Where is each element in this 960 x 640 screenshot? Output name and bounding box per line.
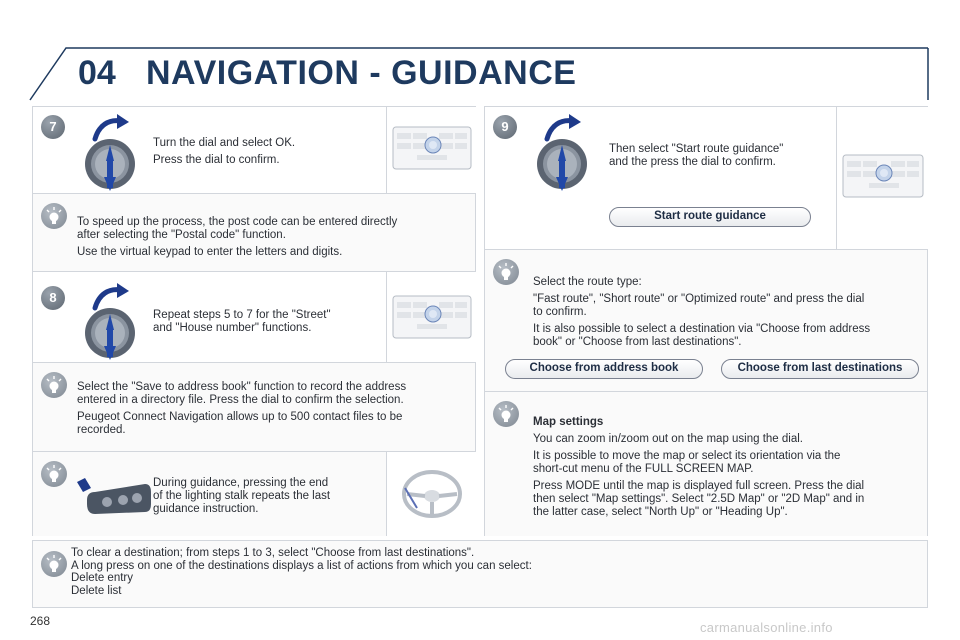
lightbulb-icon xyxy=(41,203,67,229)
console-thumbnail xyxy=(386,107,476,193)
tip-map-settings-text xyxy=(533,416,925,523)
tip-map-settings-line-3: Press MODE until the map is displayed full screen. Press the dial then select "Map settings". Select "2.5D Map" or "2D Map" and in the latter case, select "North Up" or "Heading Up". xyxy=(533,480,865,518)
choose-from-last-destinations-button[interactable]: Choose from last destinations xyxy=(721,359,919,379)
lightbulb-icon xyxy=(41,461,67,487)
bottom-panel xyxy=(32,540,928,608)
tip-map-settings-row xyxy=(485,392,927,536)
chapter-number: 04 xyxy=(78,54,116,92)
tip-map-settings-line-1: You can zoom in/zoom out on the map using the dial. xyxy=(533,433,803,445)
choose-from-address-book-button[interactable]: Choose from address book xyxy=(505,359,703,379)
tip-address-book-row xyxy=(33,363,475,452)
console-thumbnail xyxy=(386,272,476,362)
step-badge: 8 xyxy=(41,286,65,310)
step-7-line-2: Press the dial to confirm. xyxy=(153,154,280,166)
lightbulb-icon xyxy=(41,372,67,398)
tip-map-settings-line-2: It is possible to move the map or select its orientation via the short-cut menu of the FULL SCREEN MAP. xyxy=(533,450,841,475)
step-7-row xyxy=(33,107,475,194)
tip-address-book-line-1: Select the "Save to address book" function to record the address entered in a directory file. Press the dial to confirm the selection. xyxy=(77,381,407,406)
map-settings-heading: Map settings xyxy=(533,416,604,428)
step-8-line-1: Repeat steps 5 to 7 for the "Street" and "House number" functions. xyxy=(153,309,331,334)
bottom-line-4: Delete list xyxy=(71,584,122,597)
tip-address-book-line-2: Peugeot Connect Navigation allows up to 500 contact files to be recorded. xyxy=(77,411,403,436)
dial-knob-icon xyxy=(83,137,137,191)
tip-route-type-line-2: "Fast route", "Short route" or "Optimized route" and press the dial to confirm. xyxy=(533,293,865,318)
tip-postcode-line-1: To speed up the process, the post code can be entered directly after selecting the "Postal code" function. xyxy=(77,216,398,241)
bottom-line-1: To clear a destination; from steps 1 to 3, select "Choose from last destinations". xyxy=(71,547,475,559)
step-9-row xyxy=(485,107,927,250)
step-9-line-1: Then select "Start route guidance" and the press the dial to confirm. xyxy=(609,143,784,168)
steering-wheel-thumbnail xyxy=(386,452,476,536)
step-badge: 9 xyxy=(493,115,517,139)
lightbulb-icon xyxy=(41,551,67,577)
tip-postcode-row xyxy=(33,194,475,272)
audio-console-icon xyxy=(387,107,477,193)
bottom-line-3: Delete entry xyxy=(71,572,134,584)
tip-route-type-line-3: It is also possible to select a destination via "Choose from address book" or "Choose from last destinations". xyxy=(533,323,871,348)
audio-console-icon xyxy=(387,272,477,362)
page-header xyxy=(28,44,930,102)
step-7-line-1: Turn the dial and select OK. xyxy=(153,137,296,149)
dial-knob-icon xyxy=(535,137,589,191)
watermark: carmanualsonline.info xyxy=(700,620,833,635)
tip-address-book-text xyxy=(77,381,471,441)
page-number: 268 xyxy=(30,614,51,628)
step-8-row xyxy=(33,272,475,363)
audio-console-icon xyxy=(837,107,929,249)
lightbulb-icon xyxy=(493,401,519,427)
left-panel xyxy=(32,106,476,536)
bottom-line-2: A long press on one of the destinations displays a list of actions from which you can select: xyxy=(71,559,532,572)
tip-lighting-stalk-line-1: During guidance, pressing the end of the lighting stalk repeats the last guidance instruction. xyxy=(153,477,331,515)
right-panel xyxy=(484,106,928,536)
dial-knob-icon xyxy=(83,306,137,360)
tip-route-type-line-1: Select the route type: xyxy=(533,276,642,288)
tip-postcode-text xyxy=(77,216,467,263)
page-title: NAVIGATION - GUIDANCE xyxy=(146,54,577,92)
bottom-text xyxy=(71,547,911,597)
step-8-text xyxy=(153,309,383,339)
tip-lighting-stalk-text xyxy=(153,477,363,520)
step-badge: 7 xyxy=(41,115,65,139)
tip-route-type-row xyxy=(485,250,927,392)
lightbulb-icon xyxy=(493,259,519,285)
step-7-text xyxy=(153,137,383,171)
steering-wheel-icon xyxy=(387,452,477,536)
start-route-guidance-button[interactable]: Start route guidance xyxy=(609,207,811,227)
lighting-stalk-icon xyxy=(73,474,153,524)
tip-postcode-line-2: Use the virtual keypad to enter the letters and digits. xyxy=(77,246,343,258)
tip-route-type-text xyxy=(533,276,925,353)
step-9-text xyxy=(609,143,829,173)
console-thumbnail xyxy=(836,107,928,249)
tip-lighting-stalk-row xyxy=(33,452,475,536)
